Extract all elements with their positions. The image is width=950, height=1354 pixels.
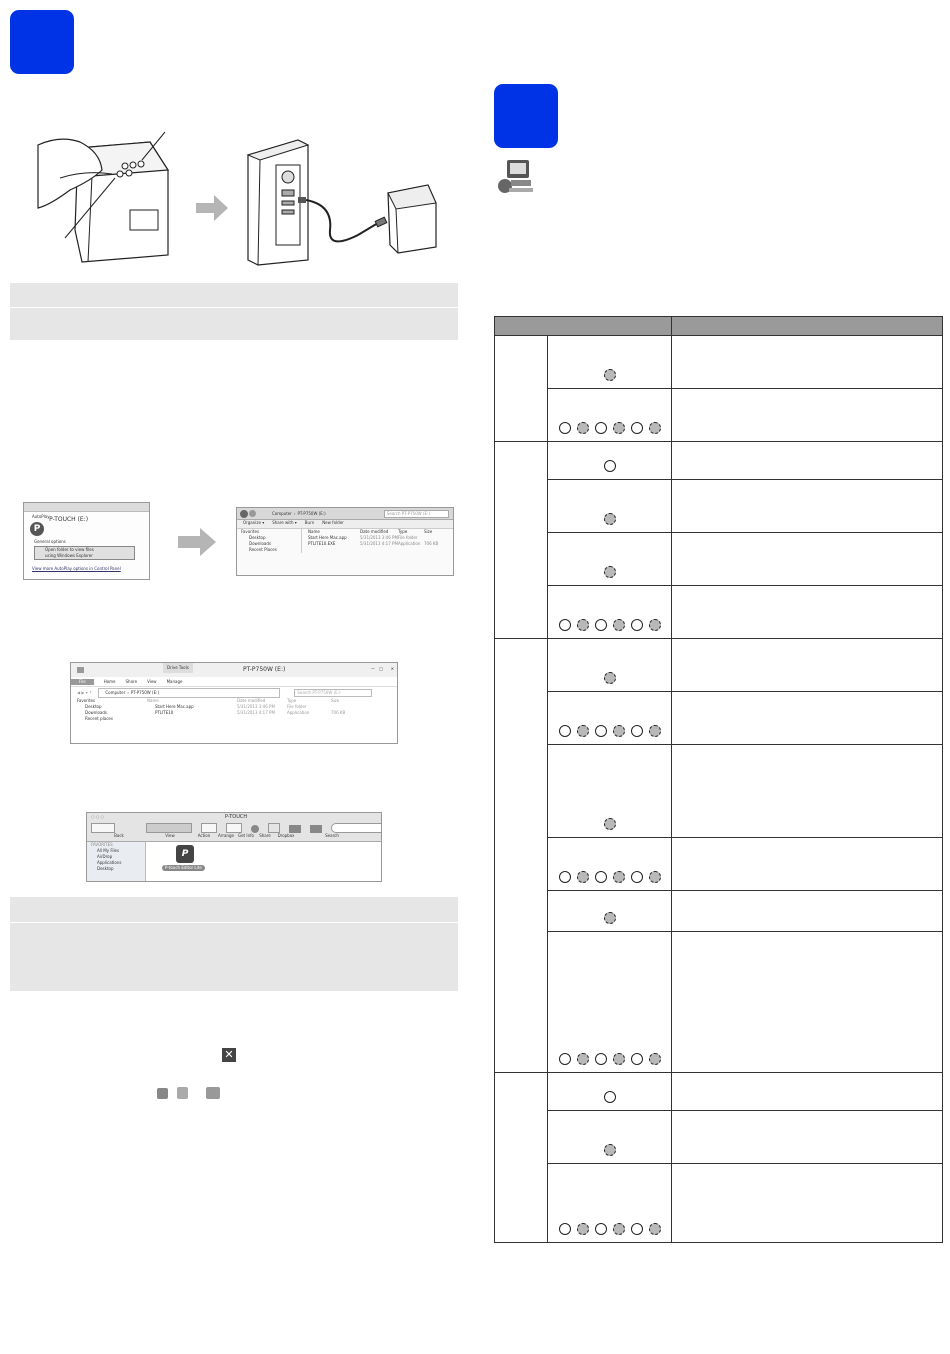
printer-buttons-illustration <box>30 130 180 265</box>
table-row <box>495 442 943 480</box>
lamp-cell <box>548 442 672 480</box>
led-blinking-icon <box>577 422 589 434</box>
led-blinking-icon <box>649 725 661 737</box>
led-off-icon <box>631 1053 643 1065</box>
autoplay-action: Open folder to view files <box>45 547 94 552</box>
led-blinking-icon <box>649 422 661 434</box>
window-title: PT-P750W (E:) <box>243 666 286 673</box>
led-off-icon <box>631 1223 643 1235</box>
close-x-icon: ✕ <box>222 1048 236 1062</box>
lamp-cell <box>548 692 672 745</box>
description-cell <box>672 1111 943 1164</box>
lamp-cell <box>548 891 672 932</box>
led-blinking-icon <box>613 871 625 883</box>
lamp-cell <box>548 1111 672 1164</box>
p-touch-logo-icon: P <box>30 522 44 536</box>
led-off-icon <box>604 1091 616 1103</box>
tab-home[interactable]: Home <box>103 678 116 684</box>
autoplay-open-folder-option[interactable] <box>34 546 135 560</box>
file-type: File folder <box>287 704 307 709</box>
toolbar-new-folder[interactable]: New folder <box>322 520 344 525</box>
toolbar-label: Action <box>197 833 211 838</box>
description-cell <box>672 838 943 891</box>
toolbar-label: Share <box>259 833 271 838</box>
group-cell <box>495 336 548 442</box>
app-label[interactable]: P-touch Editor Lite <box>162 865 205 871</box>
step-badge-right <box>494 84 558 148</box>
table-row <box>495 932 943 1073</box>
nav-item[interactable]: Downloads <box>249 541 271 546</box>
description-cell <box>672 389 943 442</box>
description-cell <box>672 480 943 533</box>
lamp-cell <box>548 745 672 838</box>
dropbox-icon[interactable] <box>310 825 322 833</box>
toolbar-label: Arrange <box>218 833 234 838</box>
led-off-icon <box>559 725 571 737</box>
led-off-icon <box>595 725 607 737</box>
toolbar-label: Dropbox <box>277 833 295 838</box>
column-header[interactable]: Type <box>287 698 297 703</box>
led-blinking-icon <box>613 725 625 737</box>
table-row <box>495 1073 943 1111</box>
column-header[interactable]: Name <box>147 698 159 703</box>
file-type: File folder <box>398 535 418 540</box>
group-cell <box>495 1073 548 1243</box>
tab-view[interactable]: View <box>147 678 157 684</box>
led-off-icon <box>559 1053 571 1065</box>
led-blinking-icon <box>613 1223 625 1235</box>
lamp-cell <box>548 932 672 1073</box>
nav-item[interactable]: Favorites <box>77 698 96 703</box>
column-header[interactable]: Size <box>424 529 433 534</box>
path-segment[interactable]: PT-P750W (E:) <box>130 689 160 695</box>
arrange-button[interactable] <box>226 823 242 833</box>
lamp-cell <box>548 639 672 692</box>
folder-icon <box>77 667 84 673</box>
file-date: 5/31/2013 3:46 PM <box>237 704 275 709</box>
action-button[interactable] <box>201 823 217 833</box>
toolbar-burn[interactable]: Burn <box>304 520 315 525</box>
finder-window <box>86 812 382 882</box>
led-blinking-icon <box>613 422 625 434</box>
led-blinking-icon <box>604 672 616 684</box>
file-name: Start Here Mac.app <box>155 704 194 709</box>
nav-item[interactable]: Desktop <box>85 704 102 709</box>
description-cell <box>672 1164 943 1243</box>
led-off-icon <box>604 460 616 472</box>
table-row <box>495 745 943 838</box>
nav-arrows[interactable]: ◀ ▶ ▾ ↑ <box>77 689 93 695</box>
description-cell <box>672 639 943 692</box>
step-badge-left <box>10 10 74 74</box>
led-blinking-icon <box>649 1223 661 1235</box>
autoplay-section: General options <box>34 539 66 544</box>
table-row <box>495 1111 943 1164</box>
column-header[interactable]: Date modified <box>237 698 266 703</box>
lamp-cell <box>548 389 672 442</box>
file-name: PTLITE10.EXE <box>308 541 336 546</box>
led-off-icon <box>559 422 571 434</box>
led-blinking-icon <box>577 725 589 737</box>
led-off-icon <box>559 871 571 883</box>
path-segment[interactable]: Computer <box>105 689 126 695</box>
file-row[interactable] <box>308 541 453 547</box>
lamp-cell <box>548 533 672 586</box>
file-date: 5/31/2013 4:17 PM <box>360 541 398 546</box>
column-header[interactable]: Type <box>398 529 408 534</box>
note-box-2 <box>10 897 458 991</box>
explorer-window-win7: Computer › PT-P750W (E:) Search PT-P750W (E:) Organize ▾ Share with ▾ Burn New folder Favorites Desktop Downloads Recent Places Name Date modified Type Size Start Here Mac.app 5/31/2013 3:46 PM File folder PTLITE10.EXE 5/31/2013 4:17 PM Application 706 KB <box>236 507 454 576</box>
table-header-row <box>495 317 943 336</box>
led-off-icon <box>631 422 643 434</box>
led-blinking-icon <box>613 1053 625 1065</box>
sidebar-item[interactable]: AirDrop <box>97 854 113 859</box>
file-type: Application <box>398 541 421 546</box>
description-cell <box>672 745 943 838</box>
sidebar-header: FAVORITES <box>91 842 113 847</box>
description-cell <box>672 442 943 480</box>
toolbar-label: Search <box>325 833 339 838</box>
file-size: 706 KB <box>424 541 439 546</box>
toolbar-label: Back <box>114 833 124 838</box>
back-button[interactable] <box>91 823 115 833</box>
led-off-icon <box>595 422 607 434</box>
sidebar-item[interactable]: Desktop <box>97 866 114 871</box>
description-cell <box>672 1073 943 1111</box>
ribbon-context-tab[interactable]: Drive Tools <box>163 663 193 673</box>
sidebar-item[interactable]: Applications <box>97 860 122 865</box>
column-header[interactable]: Date modified <box>360 529 389 534</box>
autoplay-title: AutoPlay <box>32 514 50 519</box>
description-cell <box>672 336 943 389</box>
table-row <box>495 639 943 692</box>
led-off-icon <box>631 619 643 631</box>
computer-icon <box>497 158 535 196</box>
led-blinking-icon <box>613 619 625 631</box>
table-row <box>495 389 943 442</box>
minimize-icon[interactable]: — <box>371 666 375 671</box>
explorer-window-win8 <box>70 662 398 744</box>
nav-item[interactable]: Desktop <box>249 535 266 540</box>
close-icon[interactable]: ✕ <box>390 666 394 671</box>
file-type: Application <box>287 710 310 715</box>
led-off-icon <box>631 725 643 737</box>
led-status-table <box>494 316 943 1243</box>
lamp-cell <box>548 838 672 891</box>
led-blinking-icon <box>604 369 616 381</box>
refresh-icon <box>177 1087 188 1099</box>
info-icon[interactable] <box>251 825 259 833</box>
lamp-cell <box>548 336 672 389</box>
nav-item[interactable]: Recent Places <box>249 547 277 552</box>
sidebar-item[interactable]: All My Files <box>97 848 120 853</box>
led-blinking-icon <box>649 871 661 883</box>
file-name: Start Here Mac.app <box>308 535 347 540</box>
connection-icon <box>206 1087 220 1099</box>
table-row <box>495 891 943 932</box>
led-blinking-icon <box>577 1223 589 1235</box>
view-button[interactable] <box>146 823 192 833</box>
tab-file[interactable]: File <box>71 679 94 685</box>
description-cell <box>672 586 943 639</box>
file-date: 5/31/2013 4:17 PM <box>237 710 275 715</box>
description-cell <box>672 932 943 1073</box>
nav-item[interactable]: Favorites <box>241 529 260 534</box>
right-arrow-icon <box>178 528 216 556</box>
description-cell <box>672 891 943 932</box>
search-input[interactable]: Search PT-P750W (E:) <box>384 510 449 518</box>
table-row <box>495 336 943 389</box>
window-controls[interactable]: ○ ○ ○ <box>91 814 105 819</box>
description-cell <box>672 533 943 586</box>
table-row <box>495 838 943 891</box>
table-row <box>495 1164 943 1243</box>
led-blinking-icon <box>604 513 616 525</box>
editor-lite-icon <box>157 1088 168 1099</box>
column-header[interactable]: Size <box>331 698 340 703</box>
led-off-icon <box>559 1223 571 1235</box>
finder-title: P-TOUCH <box>225 814 248 820</box>
forward-icon[interactable] <box>249 510 256 517</box>
pc-connection-illustration <box>238 135 438 267</box>
led-off-icon <box>595 619 607 631</box>
led-blinking-icon <box>649 619 661 631</box>
path-segment[interactable]: Computer <box>272 510 292 516</box>
folder-icon[interactable] <box>289 825 301 833</box>
search-input[interactable]: Search PT-P750W (E:) <box>294 689 371 697</box>
led-blinking-icon <box>577 1053 589 1065</box>
file-size: 706 KB <box>331 710 346 715</box>
nav-item[interactable]: Downloads <box>85 710 107 715</box>
lamp-cell <box>548 1073 672 1111</box>
share-icon[interactable] <box>268 823 280 833</box>
table-row <box>495 692 943 745</box>
led-off-icon <box>559 619 571 631</box>
led-blinking-icon <box>604 912 616 924</box>
path-segment[interactable]: PT-P750W (E:) <box>297 510 326 516</box>
maximize-icon[interactable]: □ <box>379 666 383 671</box>
file-row[interactable] <box>147 710 397 716</box>
column-header[interactable]: Name <box>308 529 320 534</box>
lamp-cell <box>548 586 672 639</box>
tab-manage[interactable]: Manage <box>166 678 183 684</box>
led-off-icon <box>595 1053 607 1065</box>
header-cell <box>495 317 672 336</box>
toolbar-label: Get Info <box>238 833 254 838</box>
led-blinking-icon <box>604 1144 616 1156</box>
led-blinking-icon <box>649 1053 661 1065</box>
file-name: PTLITE10 <box>155 710 174 715</box>
description-cell <box>672 692 943 745</box>
led-blinking-icon <box>604 566 616 578</box>
autoplay-more-link[interactable]: View more AutoPlay options in Control Panel <box>32 566 121 571</box>
autoplay-action-sub: using Windows Explorer <box>45 553 93 558</box>
right-arrow-icon <box>196 195 228 221</box>
toolbar-label: View <box>165 833 175 838</box>
led-off-icon <box>631 871 643 883</box>
group-cell <box>495 442 548 639</box>
autoplay-window <box>23 502 150 580</box>
header-cell <box>672 317 943 336</box>
table-row <box>495 586 943 639</box>
search-input[interactable] <box>331 823 382 833</box>
group-cell <box>495 639 548 1073</box>
led-off-icon <box>595 871 607 883</box>
autoplay-device: P-TOUCH (E:) <box>49 516 89 523</box>
led-blinking-icon <box>604 818 616 830</box>
lamp-cell <box>548 1164 672 1243</box>
table-row <box>495 533 943 586</box>
toolbar-organize[interactable]: Organize ▾ <box>243 520 265 525</box>
toolbar-share[interactable]: Share with ▾ <box>272 520 297 525</box>
note-box-1 <box>10 283 458 340</box>
back-icon[interactable] <box>240 510 248 518</box>
nav-item[interactable]: Recent places <box>85 716 113 721</box>
file-date: 5/31/2013 3:46 PM <box>360 535 398 540</box>
led-blinking-icon <box>577 619 589 631</box>
lamp-cell <box>548 480 672 533</box>
led-blinking-icon <box>577 871 589 883</box>
table-row <box>495 480 943 533</box>
tab-share[interactable]: Share <box>125 678 138 684</box>
led-off-icon <box>595 1223 607 1235</box>
p-touch-editor-lite-icon[interactable]: P <box>176 845 194 863</box>
address-bar[interactable]: Computer › PT-P750W (E:) <box>98 688 280 698</box>
